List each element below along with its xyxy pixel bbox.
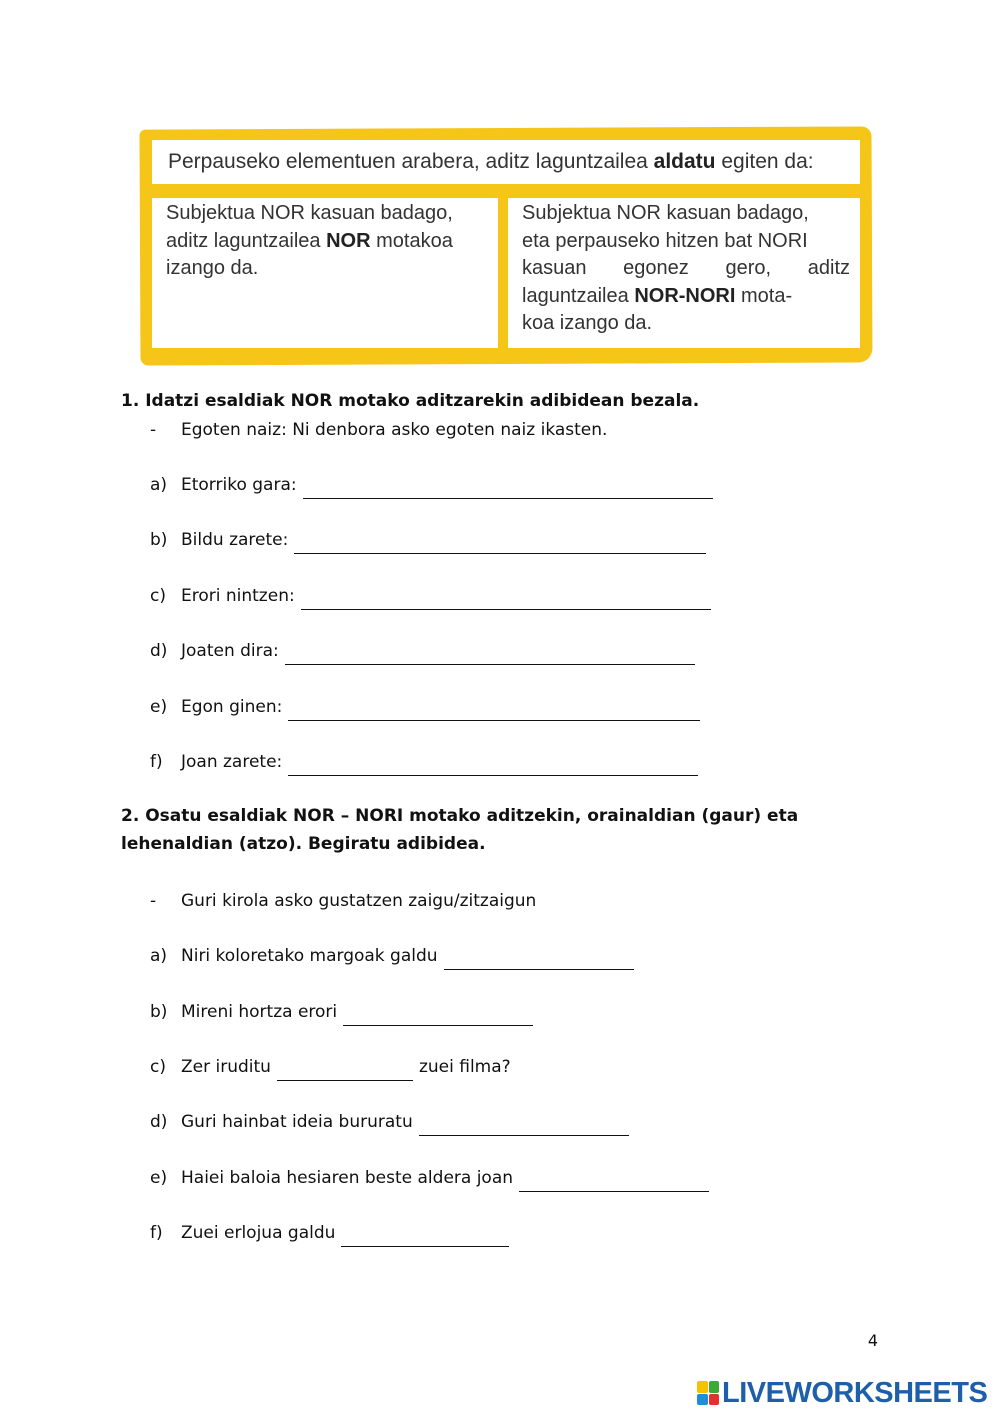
item-prompt: Niri koloretako margoak galdu <box>181 946 438 966</box>
right-bold-nor-nori: NOR-NORI <box>634 284 736 307</box>
ex2-item-f <box>150 1219 509 1243</box>
item-label: c) <box>150 586 166 606</box>
right-line-3: kasuan egonez gero, aditz <box>522 257 850 279</box>
answer-blank[interactable] <box>301 591 711 610</box>
ex1-item-b <box>150 526 706 550</box>
right-line-5: koa izango da. <box>522 312 653 334</box>
example-dash: - <box>150 891 157 911</box>
item-label: d) <box>150 1112 168 1132</box>
left-line-2-text: aditz laguntzailea <box>166 229 327 252</box>
item-prompt: Etorriko gara: <box>181 475 297 495</box>
ex2-item-b <box>150 998 533 1022</box>
item-prompt: Guri hainbat ideia bururatu <box>181 1112 413 1132</box>
answer-blank[interactable] <box>288 702 700 721</box>
item-label: f) <box>150 1223 163 1243</box>
item-label: f) <box>150 752 163 772</box>
grammar-box-header <box>152 140 860 184</box>
ex2-item-a <box>150 942 634 966</box>
header-text: Perpauseko elementuen arabera, aditz laguntzailea <box>168 150 654 173</box>
logo-square-red <box>709 1394 720 1406</box>
ex2-item-e <box>150 1164 709 1188</box>
item-label: d) <box>150 641 168 661</box>
item-label: a) <box>150 946 168 966</box>
right-line-4 <box>522 283 850 311</box>
right-line-2: eta perpauseko hitzen bat NORI <box>522 229 808 252</box>
answer-blank[interactable] <box>294 535 706 554</box>
item-prompt: Zer iruditu <box>181 1057 271 1077</box>
item-prompt: Haiei baloia hesiaren beste aldera joan <box>181 1168 514 1188</box>
item-prompt: Zuei erlojua galdu <box>181 1223 336 1243</box>
item-prompt: Mireni hortza erori <box>181 1002 338 1022</box>
ex1-item-d <box>150 637 695 661</box>
answer-blank[interactable] <box>285 646 695 665</box>
right-line-4-end: mota- <box>735 284 793 307</box>
left-bold-nor: NOR <box>326 229 371 252</box>
answer-blank[interactable] <box>419 1117 629 1136</box>
item-prompt: Bildu zarete: <box>181 530 289 550</box>
liveworksheets-logo-icon <box>697 1381 719 1405</box>
ex1-item-e <box>150 693 700 717</box>
item-prompt-after: zuei filma? <box>418 1057 511 1077</box>
item-prompt: Joan zarete: <box>181 752 283 772</box>
logo-wordmark: LIVEWORKSHEETS <box>722 1376 988 1409</box>
exercise-1-example <box>150 416 607 440</box>
grammar-box-right-cell <box>508 198 860 348</box>
answer-blank[interactable] <box>343 1007 533 1026</box>
ex2-item-c <box>150 1053 511 1077</box>
answer-blank[interactable] <box>341 1228 509 1247</box>
ex1-item-a <box>150 471 713 495</box>
item-label: c) <box>150 1057 166 1077</box>
answer-blank[interactable] <box>444 951 634 970</box>
header-bold-word: aldatu <box>653 150 716 173</box>
left-line-1: Subjektua NOR kasuan badago, <box>166 202 453 224</box>
logo-square-blue <box>697 1394 708 1406</box>
right-line-4-text: laguntzailea <box>522 284 635 307</box>
grammar-box-left-cell <box>152 198 498 348</box>
liveworksheets-logo[interactable] <box>697 1376 988 1409</box>
left-line-2 <box>166 228 488 256</box>
item-prompt: Joaten dira: <box>181 641 279 661</box>
grammar-info-box <box>140 128 872 364</box>
example-text: Egoten naiz: Ni denbora asko egoten naiz ikasten. <box>181 420 608 440</box>
header-text-end: egiten da: <box>715 150 814 173</box>
exercise-1-title: 1. Idatzi esaldiak NOR motako aditzarekin adibidean bezala. <box>121 391 700 411</box>
exercise-2-title: 2. Osatu esaldiak NOR – NORI motako aditzekin, orainaldian (gaur) eta lehenaldian (atzo). Begiratu adibidea. <box>121 806 799 854</box>
logo-square-green <box>709 1381 720 1393</box>
right-line-1: Subjektua NOR kasuan badago, <box>522 202 809 224</box>
ex1-item-c <box>150 582 711 606</box>
ex2-item-d <box>150 1108 629 1132</box>
item-prompt: Erori nintzen: <box>181 586 295 606</box>
answer-blank[interactable] <box>519 1173 709 1192</box>
item-label: e) <box>150 697 168 717</box>
example-dash: - <box>150 420 157 440</box>
item-prompt: Egon ginen: <box>181 697 283 717</box>
item-label: a) <box>150 475 168 495</box>
answer-blank[interactable] <box>277 1062 413 1081</box>
answer-blank[interactable] <box>288 757 698 776</box>
left-line-3: izango da. <box>166 257 259 279</box>
item-label: e) <box>150 1168 168 1188</box>
left-line-2-end: motakoa <box>370 229 453 252</box>
logo-square-yellow <box>697 1381 708 1393</box>
page-number: 4 <box>867 1331 878 1350</box>
exercise-2-example <box>150 887 536 911</box>
answer-blank[interactable] <box>303 480 713 499</box>
example-text: Guri kirola asko gustatzen zaigu/zitzaigun <box>181 891 537 911</box>
item-label: b) <box>150 1002 168 1022</box>
ex1-item-f <box>150 748 698 772</box>
item-label: b) <box>150 530 168 550</box>
